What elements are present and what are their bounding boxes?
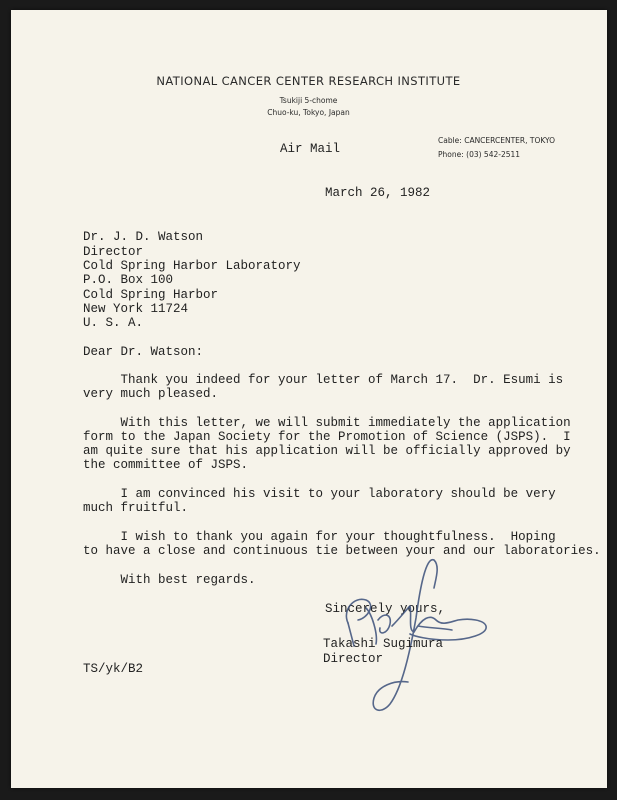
letterhead-phone: Phone: (03) 542-2511 [438,150,521,159]
body-line: With this letter, we will submit immediately the application [83,416,571,430]
salutation: Dear Dr. Watson: [83,345,204,359]
body-line: to have a close and continuous tie between your and our laboratories. [83,544,601,558]
recipient-line: New York 11724 [83,302,189,316]
body-line: With best regards. [83,573,256,587]
letterhead-title: NATIONAL CANCER CENTER RESEARCH INSTITUTE [156,74,461,88]
letterhead-cable: Cable: CANCERCENTER, TOKYO [438,136,556,145]
signer-title: Director [323,652,384,666]
recipient-line: P.O. Box 100 [83,273,174,287]
body-line: I am convinced his visit to your laboratory should be very [83,487,556,501]
recipient-line: U. S. A. [83,316,144,330]
letter-date: March 26, 1982 [325,186,431,200]
body-line: am quite sure that his application will be officially approved by [83,444,571,458]
body-line: much fruitful. [83,501,189,515]
body-line: the committee of JSPS. [83,458,249,472]
handwritten-signature [318,548,498,718]
body-line: very much pleased. [83,387,219,401]
recipient-line: Cold Spring Harbor Laboratory [83,259,301,273]
body-line: Thank you indeed for your letter of March 17. Dr. Esumi is [83,373,564,387]
body-line: form to the Japan Society for the Promotion of Science (JSPS). I [83,430,571,444]
closing: Sincerely yours, [325,602,446,616]
recipient-line: Dr. J. D. Watson [83,230,204,244]
recipient-line: Director [83,245,144,259]
letterhead-address-line2: Chuo-ku, Tokyo, Japan [267,108,350,117]
reference-initials: TS/yk/B2 [83,662,144,676]
signer-name: Takashi Sugimura [323,637,444,651]
letterhead-address-line1: Tsukiji 5-chome [279,96,338,105]
delivery-note: Air Mail [280,142,341,156]
recipient-line: Cold Spring Harbor [83,288,219,302]
body-line: I wish to thank you again for your thoughtfulness. Hoping [83,530,556,544]
